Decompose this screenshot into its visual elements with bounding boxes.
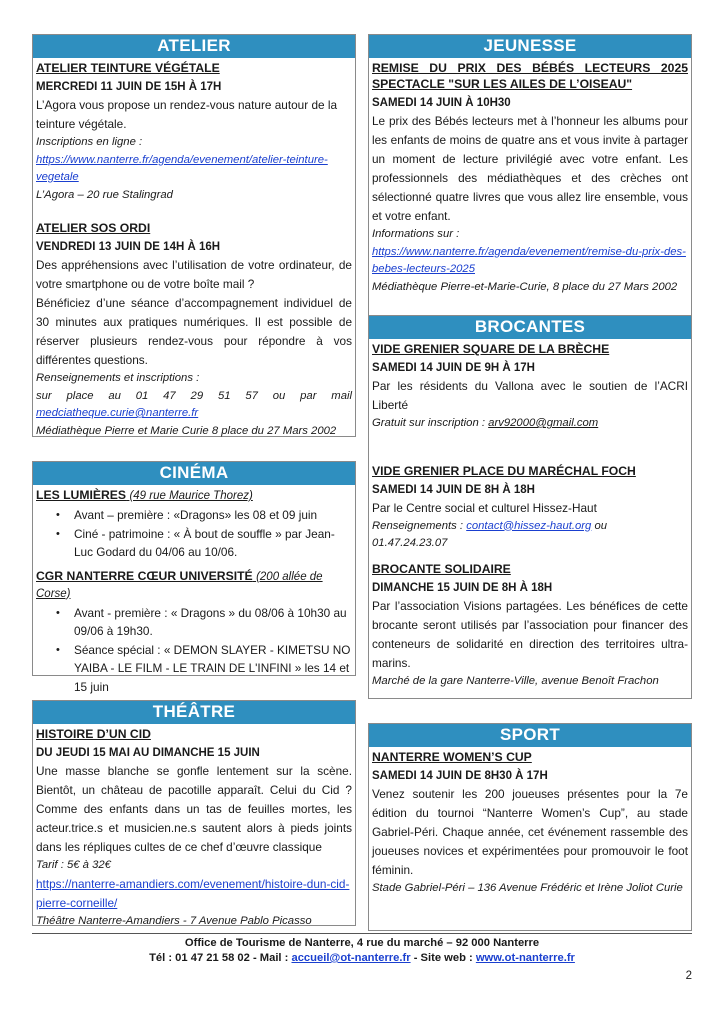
- event-title: BROCANTE SOLIDAIRE: [372, 561, 511, 576]
- event-title: REMISE DU PRIX DES BÉBÉS LECTEURS 2025: [372, 61, 688, 75]
- event-link[interactable]: https://nanterre-amandiers.com/evenement/histoire-dun-cid-pierre-corneille/: [36, 876, 350, 910]
- bullet-icon: •: [56, 606, 60, 619]
- event-price: Tarif : 5€ à 32€: [36, 859, 111, 871]
- phone-number: 01.47.24.23.07: [372, 537, 448, 549]
- event-place: Théâtre Nanterre-Amandiers - 7 Avenue Pablo Picasso: [36, 914, 312, 927]
- event-title: ATELIER SOS ORDI: [36, 221, 151, 235]
- event-description: Le prix des Bébés lecteurs met à l’honneur les albums pour les enfants de moins de quatre ans et vous invite à partager un moment de lecture privilégié avec votre enfant. Les professionnels des médiathèques et des crèches ont sélectionné quatre livres que vous allez lire ensemble, vous et votre enfant.: [372, 114, 688, 223]
- event-title: VIDE GRENIER PLACE DU MARÉCHAL FOCH: [372, 463, 636, 478]
- event-place: Médiathèque Pierre et Marie Curie 8 place du 27 Mars 2002: [36, 424, 337, 437]
- venue-address: (200 allée de Corse): [36, 570, 323, 600]
- event-date: SAMEDI 14 JUIN DE 9H À 17H: [372, 362, 535, 374]
- screening-list: [36, 506, 352, 562]
- venue-title: [36, 568, 352, 602]
- venue-title: [36, 487, 352, 504]
- event-description: Par les résidents du Vallona avec le soutien de l’ACRI Liberté: [372, 379, 688, 412]
- page-number: 2: [685, 970, 692, 982]
- info-label: Informations sur :: [372, 228, 460, 240]
- registration-label: Renseignements et inscriptions :: [36, 372, 200, 384]
- event-title: HISTOIRE D’UN CID: [36, 727, 151, 741]
- brocantes-section: [368, 316, 692, 699]
- registration-label: Gratuit sur inscription :: [372, 417, 486, 429]
- event-date: SAMEDI 14 JUIN DE 8H À 18H: [372, 483, 535, 496]
- right-column: [368, 34, 692, 931]
- list-item: • Séance spécial : « DEMON SLAYER - KIMETSU NO YAIBA - LE FILM - LE TRAIN DE L'INFINI » les 14 et 15 juin: [56, 642, 351, 694]
- event-title: VIDE GRENIER SQUARE DE LA BRÈCHE: [372, 342, 610, 356]
- atelier-section: [32, 34, 356, 437]
- cinema-header: CINÉMA: [33, 462, 355, 485]
- event-title: ATELIER TEINTURE VÉGÉTALE: [36, 61, 220, 75]
- venue-address: (49 rue Maurice Thorez): [129, 490, 253, 502]
- event-date: VENDREDI 13 JUIN DE 14H À 16H: [36, 241, 221, 253]
- footer-divider: [32, 933, 692, 934]
- venue-name: LES LUMIÈRES: [36, 488, 127, 502]
- registration-label: Renseignements :: [372, 519, 464, 532]
- footer-contact: [32, 952, 692, 964]
- event-date: SAMEDI 14 JUIN DE 8H30 À 17H: [372, 770, 548, 782]
- email-link[interactable]: medciatheque.curie@nanterre.fr: [36, 407, 199, 419]
- bullet-icon: •: [56, 527, 60, 540]
- event-place: Stade Gabriel-Péri – 136 Avenue Frédéric et Irène Joliot Curie: [372, 882, 683, 894]
- event-description: Par le Centre social et culturel Hissez-Haut: [372, 500, 597, 515]
- theatre-header: THÉÂTRE: [33, 701, 355, 724]
- footer-phone: Tél : 01 47 21 58 02 - Mail :: [149, 952, 289, 964]
- list-item: • Ciné - patrimoine : « À bout de souffle » par Jean-Luc Godard du 04/06 au 10/06.: [56, 526, 335, 559]
- registration-label: Inscriptions en ligne :: [36, 136, 143, 148]
- event-date: DIMANCHE 15 JUIN DE 8H À 18H: [372, 581, 553, 594]
- event-description: Une masse blanche se gonfle lentement sur la scène. Bientôt, un château de pacotille apparaît. Celui du Cid ? Comme des enfants dans un tas de feuilles mortes, les acteur.trice.s et musicien.ne.s sautent alors à pieds joints dans les répliques cultes de ce chef d’œuvre classique: [36, 764, 352, 854]
- jeunesse-header: JEUNESSE: [369, 35, 691, 58]
- event-place: Marché de la gare Nanterre-Ville, avenue Benoît Frachon: [372, 674, 659, 687]
- list-item: • Avant – première : «Dragons» les 08 et 09 juin: [36, 506, 352, 525]
- atelier-header: ATELIER: [33, 35, 355, 58]
- bullet-icon: •: [56, 509, 60, 521]
- event-description: Venez soutenir les 200 joueuses présentes pour la 7e édition du tournoi “Nanterre Women’s Cup”, au stade Gabriel-Péri. Chaque année, cet événement rassemble des joueuses novices et expérimentées pour promouvoir le foot féminin.: [372, 787, 688, 877]
- registration-phone: sur place au 01 47 29 51 57 ou par mail: [36, 389, 352, 402]
- left-column: [32, 34, 356, 926]
- event-place: Médiathèque Pierre-et-Marie-Curie, 8 place du 27 Mars 2002: [372, 280, 678, 293]
- footer-web-link[interactable]: www.ot-nanterre.fr: [475, 952, 575, 964]
- event-link[interactable]: https://www.nanterre.fr/agenda/evenement/atelier-teinture-vegetale: [36, 153, 328, 183]
- event-description: L’Agora vous propose un rendez-vous nature autour de la teinture végétale.: [36, 98, 338, 131]
- theatre-section: [32, 700, 356, 926]
- event-description: Des appréhensions avec l’utilisation de votre ordinateur, de votre smartphone ou de votre boîte mail ?: [36, 258, 352, 291]
- event-date: MERCREDI 11 JUIN DE 15H À 17H: [36, 81, 222, 93]
- bullet-icon: •: [56, 643, 60, 656]
- jeunesse-section: [368, 34, 692, 316]
- sport-header: SPORT: [369, 724, 691, 747]
- event-title: NANTERRE WOMEN’S CUP: [372, 750, 532, 764]
- email-link[interactable]: contact@hissez-haut.org: [466, 519, 592, 532]
- screening-list: [36, 604, 352, 697]
- event-description: Bénéficiez d’une séance d’accompagnement individuel de 30 minutes aux pratiques numériques. Il est possible de réserver plusieurs rendez-vous pour répondre à vos différentes questions.: [36, 296, 352, 367]
- brocantes-header: BROCANTES: [369, 316, 691, 339]
- event-link[interactable]: https://www.nanterre.fr/agenda/evenement/remise-du-prix-des-bebes-lecteurs-2025: [372, 245, 686, 275]
- event-date: DU JEUDI 15 MAI AU DIMANCHE 15 JUIN: [36, 747, 260, 759]
- email-link[interactable]: arv92000@gmail.com: [488, 417, 599, 429]
- cinema-section: [32, 461, 356, 694]
- event-description: Par l’association Visions partagées. Les bénéfices de cette brocante seront utilisés par l’association pour financer des conteneurs de solidarité en direction des territoires ultra-marins.: [372, 598, 688, 670]
- event-subtitle: SPECTACLE "SUR LES AILES DE L’OISEAU": [372, 77, 633, 91]
- footer-address: Office de Tourisme de Nanterre, 4 rue du marché – 92 000 Nanterre: [184, 937, 540, 949]
- event-place: L’Agora – 20 rue Stalingrad: [36, 188, 173, 201]
- sport-section: [368, 723, 692, 931]
- venue-name: CGR NANTERRE CŒUR UNIVERSITÉ: [36, 568, 253, 583]
- footer-email-link[interactable]: accueil@ot-nanterre.fr: [291, 952, 411, 964]
- footer-web-label: - Site web :: [413, 952, 473, 964]
- list-item: • Avant - première : « Dragons » du 08/06 à 10h30 au 09/06 à 19h30.: [56, 605, 347, 638]
- event-date: SAMEDI 14 JUIN À 10H30: [372, 97, 511, 109]
- or-text: ou: [594, 519, 608, 532]
